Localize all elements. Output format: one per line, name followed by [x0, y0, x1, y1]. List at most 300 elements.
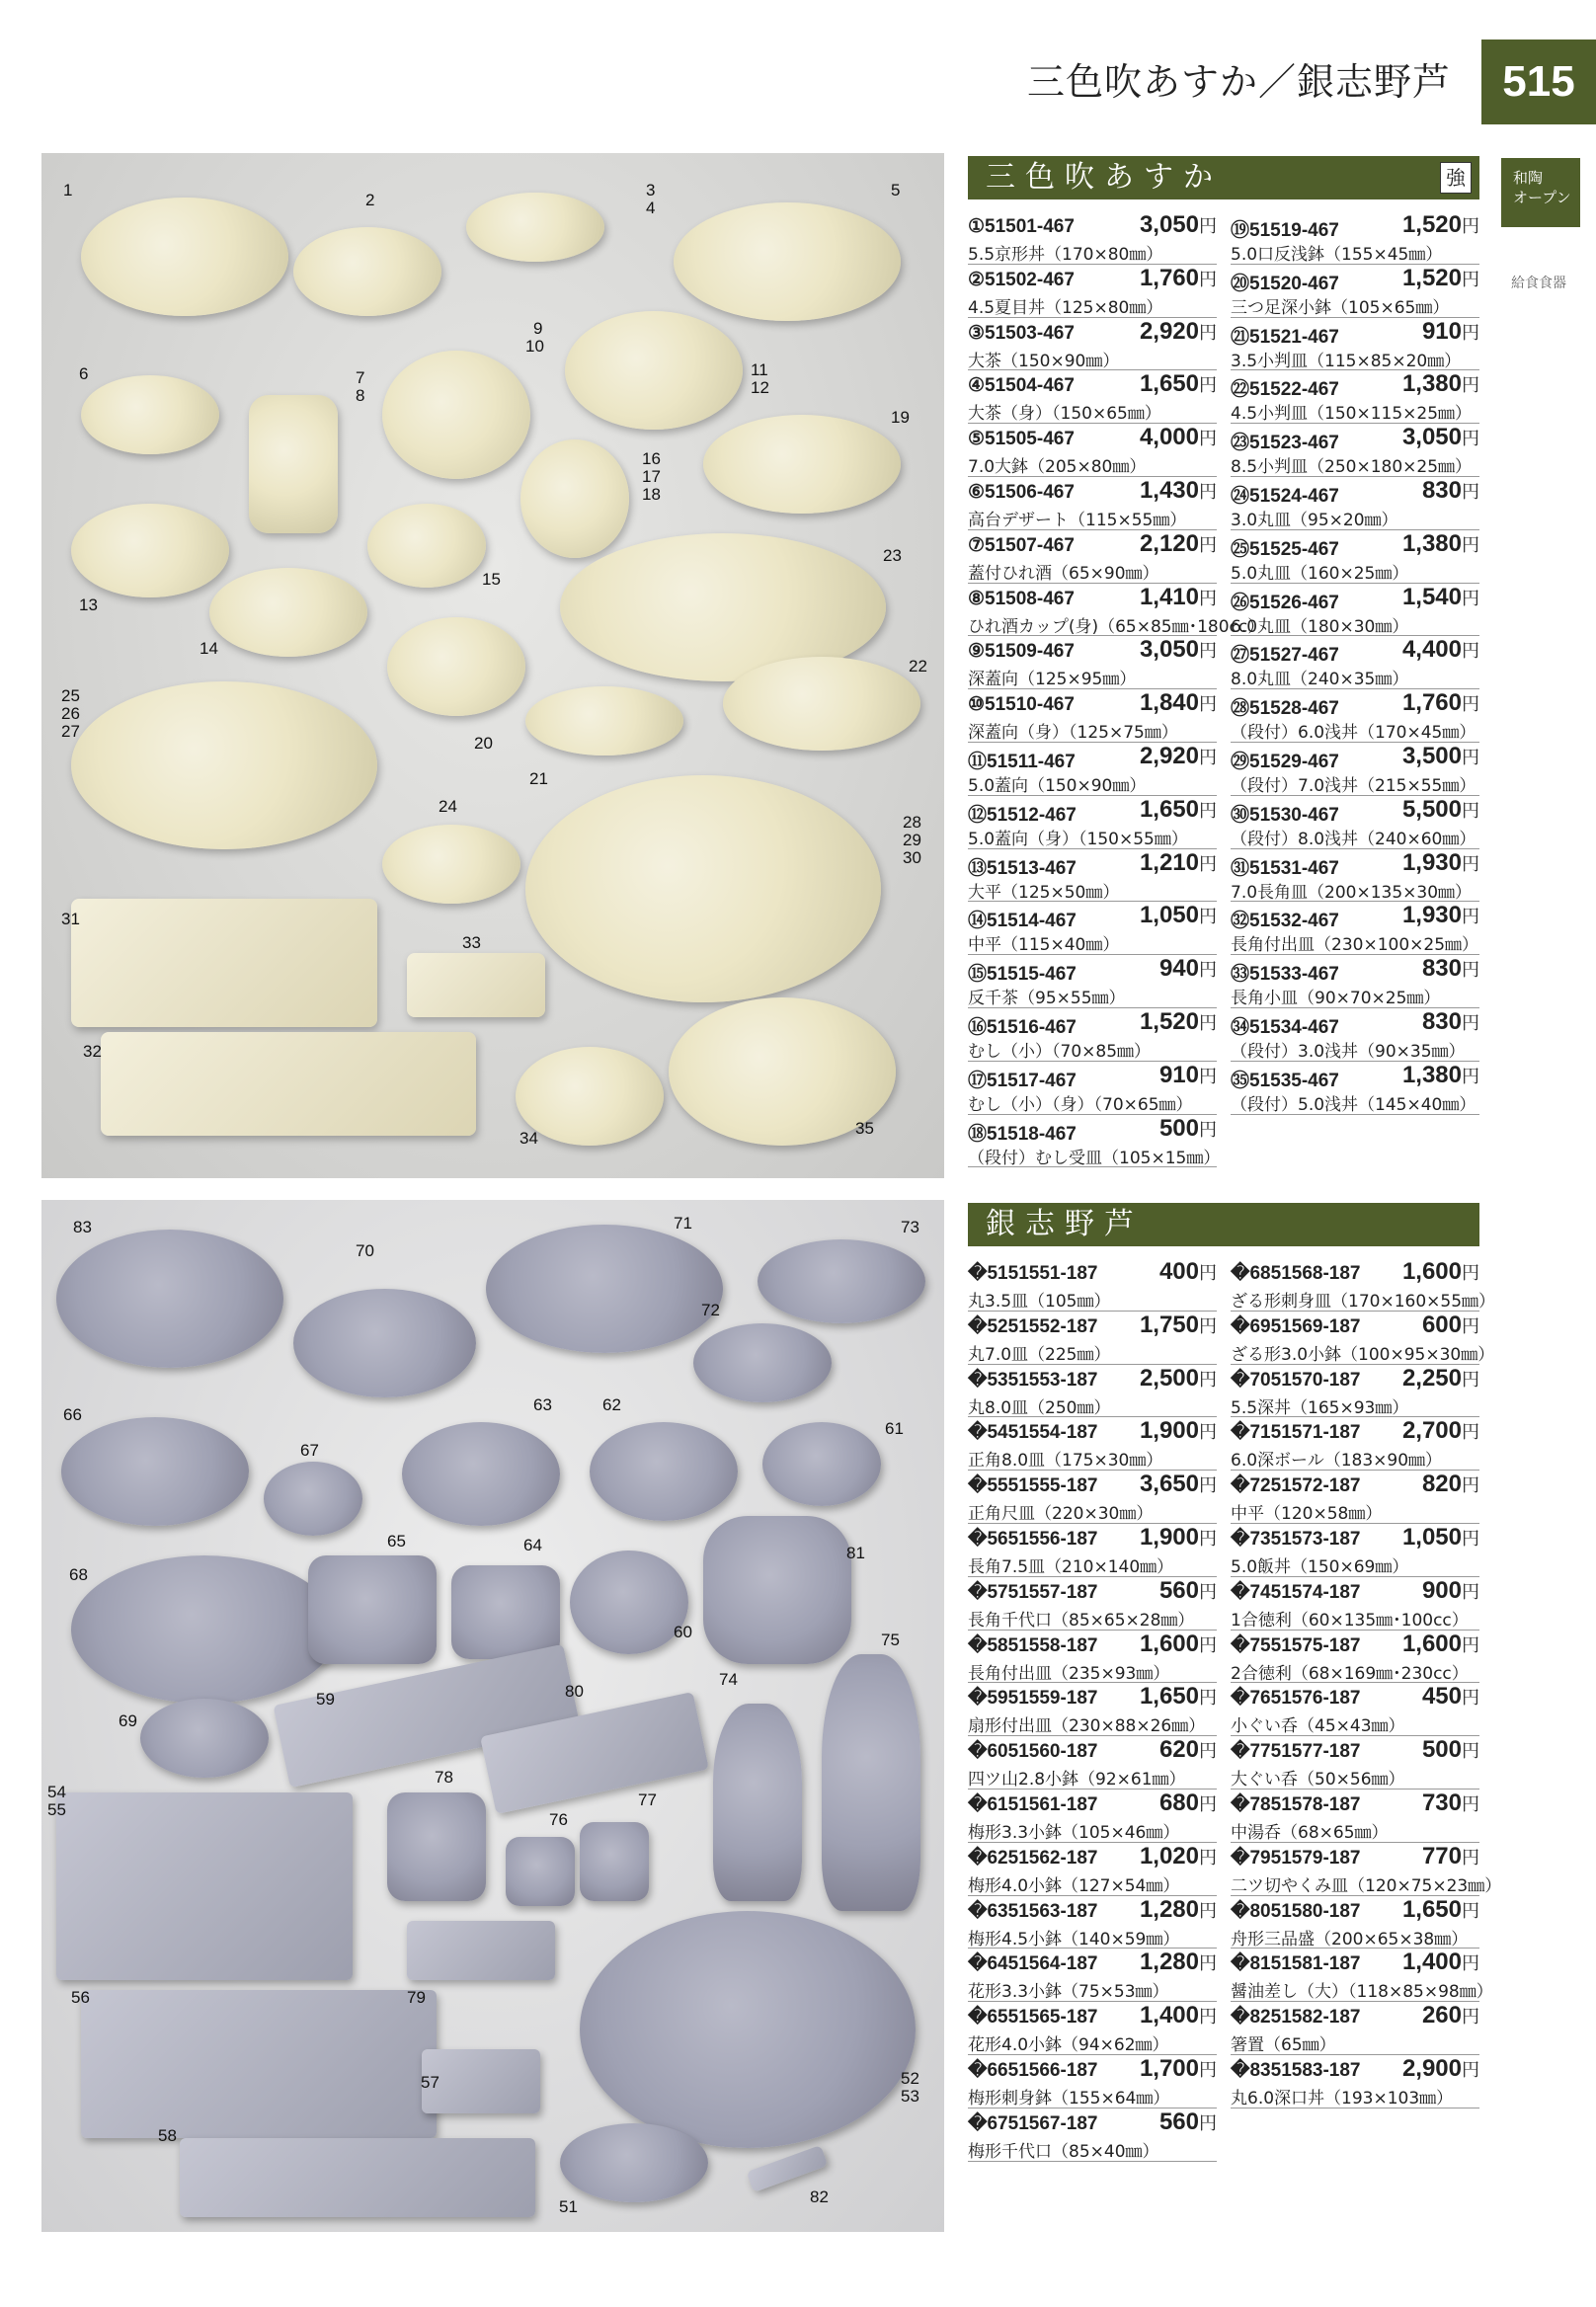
photo-label: 56 — [71, 1988, 90, 2007]
price-value: 260 — [1421, 2002, 1462, 2029]
product-row — [1231, 477, 1479, 530]
product-row — [968, 636, 1217, 689]
yen-unit: 円 — [1199, 1119, 1217, 1140]
yen-unit: 円 — [1462, 1900, 1479, 1921]
product-row — [968, 370, 1217, 424]
product-row — [968, 477, 1217, 530]
photo-label: 22 — [909, 657, 927, 676]
product-code — [968, 2059, 1098, 2082]
price-value: 2,920 — [1139, 742, 1199, 769]
photo-label: 13 — [79, 596, 98, 614]
product-marker: �54 — [968, 1422, 1008, 1444]
product-row — [1231, 1949, 1493, 2003]
yen-unit: 円 — [1462, 588, 1479, 608]
photo-label: 25 — [61, 686, 80, 705]
product-code — [1231, 1315, 1361, 1338]
price-value: 1,520 — [1401, 211, 1462, 238]
photo-label: 81 — [846, 1544, 865, 1562]
price-value: 2,120 — [1139, 529, 1199, 557]
price-value: 1,760 — [1401, 689, 1462, 717]
photo-label: 29 — [903, 831, 921, 849]
photo-label: 53 — [901, 2087, 919, 2106]
photo-label: 17 — [642, 467, 661, 486]
product-code — [1231, 2006, 1361, 2029]
product-row — [1231, 2055, 1479, 2108]
price-list-asuka-col2 — [1231, 211, 1479, 1115]
photo-label: 67 — [300, 1441, 319, 1460]
product-code-text: 51557-187 — [1007, 1581, 1098, 1603]
product-price — [1402, 902, 1479, 929]
yen-unit: 円 — [1462, 1475, 1479, 1496]
product-code: ㉜51532-467 — [1231, 911, 1339, 932]
product-code — [968, 1474, 1098, 1497]
price-value: 3,050 — [1401, 424, 1462, 451]
side-tab-category[interactable] — [1501, 158, 1580, 227]
yen-unit: 円 — [1199, 694, 1217, 715]
product-code-text: 51551-187 — [1007, 1263, 1098, 1284]
price-value: 910 — [1158, 1061, 1199, 1088]
product-row — [968, 1258, 1217, 1312]
product-row — [968, 1631, 1217, 1684]
product-row — [968, 1114, 1221, 1168]
product-code: ①51501-467 — [968, 216, 1075, 237]
product-code — [968, 1793, 1098, 1816]
product-marker: �72 — [1231, 1475, 1271, 1497]
product-code: ②51502-467 — [968, 269, 1075, 290]
price-value: 3,050 — [1139, 636, 1199, 664]
product-description: 3.5小判皿（115×85×20㎜） — [1231, 351, 1462, 371]
product-code — [1231, 1793, 1361, 1816]
product-code: ⑱51518-467 — [968, 1123, 1077, 1145]
product-price — [1402, 2055, 1479, 2083]
price-value: 1,430 — [1139, 476, 1199, 504]
photo-label: 78 — [435, 1768, 453, 1787]
product-description: 箸置（65㎜） — [1231, 2035, 1336, 2056]
price-value: 1,410 — [1139, 583, 1199, 610]
product-price — [1422, 1736, 1479, 1764]
yen-unit: 円 — [1462, 1066, 1479, 1086]
price-value: 770 — [1421, 1842, 1462, 1869]
product-price — [1140, 689, 1217, 717]
product-description: 4.5夏目丼（125×80㎜） — [968, 297, 1163, 318]
product-description: 小ぐい呑（45×43㎜） — [1231, 1716, 1405, 1737]
product-code-text: 51577-187 — [1270, 1741, 1361, 1763]
product-description: むし（小）（70×85㎜） — [968, 1041, 1152, 1062]
yen-unit: 円 — [1199, 429, 1217, 449]
product-price — [1140, 1365, 1217, 1392]
section-title: 銀志野芦 — [986, 1207, 1144, 1241]
product-row — [1231, 1524, 1479, 1577]
product-row — [968, 2002, 1217, 2055]
price-value: 1,760 — [1139, 264, 1199, 291]
product-row — [968, 796, 1217, 849]
product-row — [1231, 1842, 1502, 1896]
product-row — [968, 1843, 1217, 1896]
yen-unit: 円 — [1199, 1900, 1217, 1921]
product-code-text: 51573-187 — [1270, 1528, 1361, 1550]
product-code-text: 51570-187 — [1270, 1369, 1361, 1391]
product-price — [1402, 1417, 1479, 1445]
product-marker: �80 — [1231, 1900, 1271, 1922]
yen-unit: 円 — [1462, 534, 1479, 555]
product-price — [1402, 1062, 1479, 1089]
side-subcategory[interactable]: 給食食器 — [1511, 276, 1566, 291]
price-value: 560 — [1158, 1576, 1199, 1604]
product-row — [968, 955, 1217, 1008]
product-code — [968, 2006, 1098, 2029]
yen-unit: 円 — [1462, 694, 1479, 715]
product-row — [1231, 1062, 1479, 1115]
product-row — [968, 583, 1265, 637]
section-header-asuka — [968, 156, 1479, 199]
photo-label: 9 — [533, 319, 543, 338]
price-value: 400 — [1158, 1258, 1199, 1285]
product-description: 深蓋向（身）（125×75㎜） — [968, 723, 1178, 744]
product-code — [1231, 2059, 1361, 2082]
product-price — [1402, 636, 1479, 664]
product-code — [968, 1740, 1098, 1763]
price-value: 500 — [1421, 1736, 1462, 1764]
product-price — [1140, 265, 1217, 292]
product-marker: �58 — [968, 1634, 1008, 1656]
photo-label: 65 — [387, 1532, 406, 1551]
product-code — [968, 1421, 1098, 1444]
product-code: ㉓51523-467 — [1231, 433, 1339, 454]
yen-unit: 円 — [1462, 1315, 1479, 1336]
yen-unit: 円 — [1199, 1369, 1217, 1390]
yen-unit: 円 — [1462, 1012, 1479, 1033]
yen-unit: 円 — [1462, 641, 1479, 662]
product-description: 5.0蓋向（身）（150×55㎜） — [968, 829, 1188, 849]
yen-unit: 円 — [1199, 1741, 1217, 1762]
photo-label: 54 — [47, 1783, 66, 1801]
product-description: 5.5深丼（165×93㎜） — [1231, 1397, 1409, 1418]
price-value: 1,050 — [1139, 902, 1199, 929]
yen-unit: 円 — [1462, 747, 1479, 767]
product-code: ⑯51516-467 — [968, 1016, 1077, 1038]
product-row — [968, 1949, 1217, 2002]
price-value: 1,020 — [1139, 1842, 1199, 1869]
product-marker: �59 — [968, 1688, 1008, 1710]
price-list-ginshino-col2 — [1231, 1258, 1502, 2108]
product-code: ㉚51530-467 — [1231, 804, 1339, 826]
photo-label: 83 — [73, 1218, 92, 1236]
yen-unit: 円 — [1462, 1581, 1479, 1602]
product-code-text: 51565-187 — [1007, 2007, 1098, 2029]
product-row — [968, 211, 1217, 265]
product-code: ㉞51534-467 — [1231, 1016, 1339, 1038]
product-row — [968, 265, 1217, 318]
yen-unit: 円 — [1199, 375, 1217, 396]
product-code — [1231, 1740, 1361, 1763]
yen-unit: 円 — [1199, 2059, 1217, 2080]
product-description: 正角8.0皿（175×30㎜） — [968, 1451, 1163, 1472]
product-row — [968, 1736, 1217, 1790]
product-code — [1231, 1474, 1361, 1497]
yen-unit: 円 — [1462, 1528, 1479, 1549]
product-row — [1231, 796, 1479, 849]
yen-unit: 円 — [1462, 2007, 1479, 2028]
product-price — [1402, 211, 1479, 239]
product-price — [1422, 1008, 1479, 1036]
product-marker: �52 — [968, 1315, 1008, 1337]
product-code: ㉛51531-467 — [1231, 857, 1339, 879]
product-code — [1231, 1900, 1361, 1923]
product-code — [1231, 1687, 1361, 1710]
product-description: 長角小皿（90×70×25㎜） — [1231, 989, 1441, 1009]
product-code-text: 51583-187 — [1270, 2059, 1361, 2081]
product-code-text: 51559-187 — [1007, 1688, 1098, 1710]
photo-label: 59 — [316, 1690, 335, 1709]
product-code-text: 51562-187 — [1007, 1847, 1098, 1869]
product-marker: �81 — [1231, 1953, 1271, 1975]
product-description: 二ツ切やくみ皿（120×75×23㎜） — [1231, 1875, 1502, 1896]
yen-unit: 円 — [1462, 429, 1479, 449]
product-code-text: 51575-187 — [1270, 1634, 1361, 1656]
product-description: 大茶（150×90㎜） — [968, 351, 1120, 371]
product-code: ⑰51517-467 — [968, 1070, 1077, 1091]
product-description: 高台デザート（115×55㎜） — [968, 510, 1187, 530]
product-row — [1231, 1008, 1479, 1062]
product-price — [1140, 1949, 1217, 1976]
product-code: ④51504-467 — [968, 375, 1075, 397]
product-price — [1159, 1790, 1217, 1817]
product-photo-ginshino — [41, 1200, 944, 2232]
product-row — [1231, 318, 1479, 371]
product-row — [968, 1471, 1217, 1524]
photo-label: 72 — [701, 1301, 720, 1319]
product-description: 丸7.0皿（225㎜） — [968, 1344, 1111, 1365]
photo-label: 70 — [356, 1241, 374, 1260]
product-row — [1231, 1417, 1479, 1471]
product-code: ⑫51512-467 — [968, 804, 1077, 826]
product-code-text: 51556-187 — [1007, 1528, 1098, 1550]
product-price — [1402, 1896, 1479, 1924]
product-code: ⑮51515-467 — [968, 964, 1077, 986]
photo-label: 12 — [751, 378, 769, 397]
price-value: 5,500 — [1401, 795, 1462, 823]
price-value: 1,650 — [1401, 1895, 1462, 1923]
price-value: 1,930 — [1401, 902, 1462, 929]
photo-label: 28 — [903, 813, 921, 832]
yen-unit: 円 — [1462, 1793, 1479, 1814]
yen-unit: 円 — [1462, 853, 1479, 874]
photo-label: 61 — [885, 1419, 904, 1438]
photo-label: 30 — [903, 848, 921, 867]
price-value: 1,380 — [1401, 1061, 1462, 1088]
photo-label: 51 — [559, 2197, 578, 2216]
product-description: 長角付出皿（235×93㎜） — [968, 1663, 1170, 1684]
yen-unit: 円 — [1199, 269, 1217, 289]
yen-unit: 円 — [1462, 960, 1479, 981]
product-price — [1422, 1577, 1479, 1605]
price-value: 1,280 — [1139, 1895, 1199, 1923]
product-description: 長角千代口（85×65×28㎜） — [968, 1610, 1195, 1631]
product-description: （段付）8.0浅丼（240×60㎜） — [1231, 829, 1476, 849]
product-description: 中平（115×40㎜） — [968, 935, 1120, 956]
product-code: ⑲51519-467 — [1231, 220, 1339, 241]
product-code — [1231, 1369, 1361, 1392]
product-price — [1402, 796, 1479, 824]
price-value: 560 — [1158, 2108, 1199, 2135]
product-price — [1159, 1258, 1217, 1286]
product-code-text: 51555-187 — [1007, 1475, 1098, 1497]
product-code: ⑳51520-467 — [1231, 273, 1339, 294]
product-code: ⑨51509-467 — [968, 641, 1075, 663]
product-marker: �75 — [1231, 1634, 1271, 1656]
yen-unit: 円 — [1462, 1953, 1479, 1974]
product-code — [968, 1687, 1098, 1710]
price-value: 1,930 — [1401, 848, 1462, 876]
product-description: （段付）7.0浅丼（215×55㎜） — [1231, 775, 1476, 796]
yen-unit: 円 — [1462, 216, 1479, 236]
section-header-ginshino — [968, 1203, 1479, 1246]
yen-unit: 円 — [1462, 1422, 1479, 1443]
product-marker: �79 — [1231, 1847, 1271, 1869]
product-price — [1402, 1631, 1479, 1658]
product-description: 8.5小判皿（250×180×25㎜） — [1231, 457, 1473, 478]
photo-label: 5 — [891, 181, 901, 199]
price-value: 2,500 — [1139, 1364, 1199, 1392]
product-description: 中平（120×58㎜） — [1231, 1504, 1383, 1525]
yen-unit: 円 — [1199, 1012, 1217, 1033]
product-marker: �78 — [1231, 1793, 1271, 1815]
price-value: 2,250 — [1401, 1364, 1462, 1392]
page-header-title: 三色吹あすか／銀志野芦 — [1027, 60, 1452, 104]
product-row — [968, 424, 1217, 477]
product-price — [1422, 1312, 1479, 1339]
price-value: 1,520 — [1401, 264, 1462, 291]
product-row — [1231, 1577, 1479, 1631]
photo-label: 60 — [674, 1623, 692, 1641]
price-value: 1,280 — [1139, 1949, 1199, 1976]
product-code — [968, 1262, 1098, 1285]
product-marker: �65 — [968, 2007, 1008, 2029]
product-row — [1231, 849, 1479, 903]
product-description: 丸3.5皿（105㎜） — [968, 1292, 1111, 1312]
product-row — [1231, 1311, 1495, 1365]
product-row — [1231, 1631, 1479, 1684]
price-value: 1,650 — [1139, 1683, 1199, 1710]
yen-unit: 円 — [1199, 960, 1217, 981]
product-row — [968, 1062, 1217, 1115]
product-price — [1140, 1524, 1217, 1551]
product-description: 1合徳利（60×135㎜･100cc） — [1231, 1610, 1469, 1631]
yen-unit: 円 — [1199, 1953, 1217, 1974]
product-marker: �77 — [1231, 1741, 1271, 1763]
product-price — [1402, 530, 1479, 558]
product-code: ㉗51527-467 — [1231, 645, 1339, 667]
product-code-text: 51554-187 — [1007, 1422, 1098, 1444]
product-description: 大平（125×50㎜） — [968, 882, 1120, 903]
price-value: 2,920 — [1139, 317, 1199, 345]
product-description: 8.0丸皿（240×35㎜） — [1231, 670, 1409, 690]
product-marker: �69 — [1231, 1315, 1271, 1337]
product-row — [968, 849, 1217, 903]
product-marker: �60 — [968, 1741, 1008, 1763]
product-row — [1231, 1683, 1479, 1736]
product-code — [1231, 1952, 1361, 1975]
product-row — [1231, 1258, 1496, 1312]
yen-unit: 円 — [1199, 1581, 1217, 1602]
product-description: 丸6.0深口丼（193×103㎜） — [1231, 2088, 1454, 2108]
product-code: ⑬51513-467 — [968, 857, 1077, 879]
product-description: 大ぐい呑（50×56㎜） — [1231, 1770, 1405, 1790]
product-description: ざる形刺身皿（170×160×55㎜） — [1231, 1292, 1496, 1312]
photo-label: 11 — [751, 360, 768, 379]
product-row — [968, 2108, 1217, 2162]
yen-unit: 円 — [1199, 216, 1217, 236]
product-price — [1159, 955, 1217, 983]
product-code: ⑭51514-467 — [968, 911, 1077, 932]
photo-label: 34 — [519, 1129, 538, 1148]
product-marker: �76 — [1231, 1688, 1271, 1710]
product-price — [1422, 318, 1479, 346]
product-code — [1231, 1581, 1361, 1604]
product-price — [1140, 1417, 1217, 1445]
product-price — [1140, 1683, 1217, 1710]
product-description: 5.5京形丼（170×80㎜） — [968, 245, 1163, 265]
product-row — [1231, 265, 1479, 318]
price-value: 1,210 — [1139, 848, 1199, 876]
price-value: 600 — [1421, 1311, 1462, 1338]
product-code — [968, 1315, 1098, 1338]
product-code: ㉔51524-467 — [1231, 485, 1339, 507]
product-row — [968, 1683, 1217, 1736]
yen-unit: 円 — [1462, 375, 1479, 396]
product-description: 梅形4.5小鉢（140×59㎜） — [968, 1929, 1180, 1949]
product-row — [1231, 902, 1479, 955]
yen-unit: 円 — [1199, 1528, 1217, 1549]
product-price — [1422, 1683, 1479, 1710]
photo-label: 82 — [810, 2188, 829, 2206]
price-value: 2,900 — [1401, 2054, 1462, 2082]
product-price — [1140, 318, 1217, 346]
photo-label: 62 — [602, 1395, 621, 1414]
product-description: 四ツ山2.8小鉢（92×61㎜） — [968, 1770, 1186, 1790]
product-row — [1231, 530, 1479, 584]
product-price — [1422, 2002, 1479, 2029]
yen-unit: 円 — [1199, 322, 1217, 343]
price-value: 2,700 — [1401, 1417, 1462, 1445]
product-code-text: 51560-187 — [1007, 1741, 1098, 1763]
product-price — [1402, 849, 1479, 877]
product-marker: �73 — [1231, 1528, 1271, 1550]
product-code-text: 51581-187 — [1270, 1953, 1361, 1975]
yen-unit: 円 — [1199, 800, 1217, 821]
photo-label: 26 — [61, 704, 80, 723]
product-row — [968, 1577, 1217, 1631]
product-code: ㉝51533-467 — [1231, 964, 1339, 986]
photo-label: 3 — [646, 181, 656, 199]
price-value: 1,700 — [1139, 2054, 1199, 2082]
photo-label: 19 — [891, 408, 910, 427]
price-value: 830 — [1421, 1007, 1462, 1035]
product-description: 梅形刺身鉢（155×64㎜） — [968, 2088, 1170, 2108]
product-price — [1402, 743, 1479, 770]
photo-label: 73 — [901, 1218, 919, 1236]
product-price — [1402, 424, 1479, 451]
product-code — [968, 1634, 1098, 1657]
yen-unit: 円 — [1462, 322, 1479, 343]
photo-label: 10 — [525, 337, 544, 356]
product-price — [1140, 211, 1217, 239]
product-price — [1140, 2055, 1217, 2083]
product-row — [968, 1365, 1217, 1418]
price-value: 830 — [1421, 955, 1462, 983]
product-row — [1231, 1736, 1479, 1790]
product-marker: �55 — [968, 1475, 1008, 1497]
